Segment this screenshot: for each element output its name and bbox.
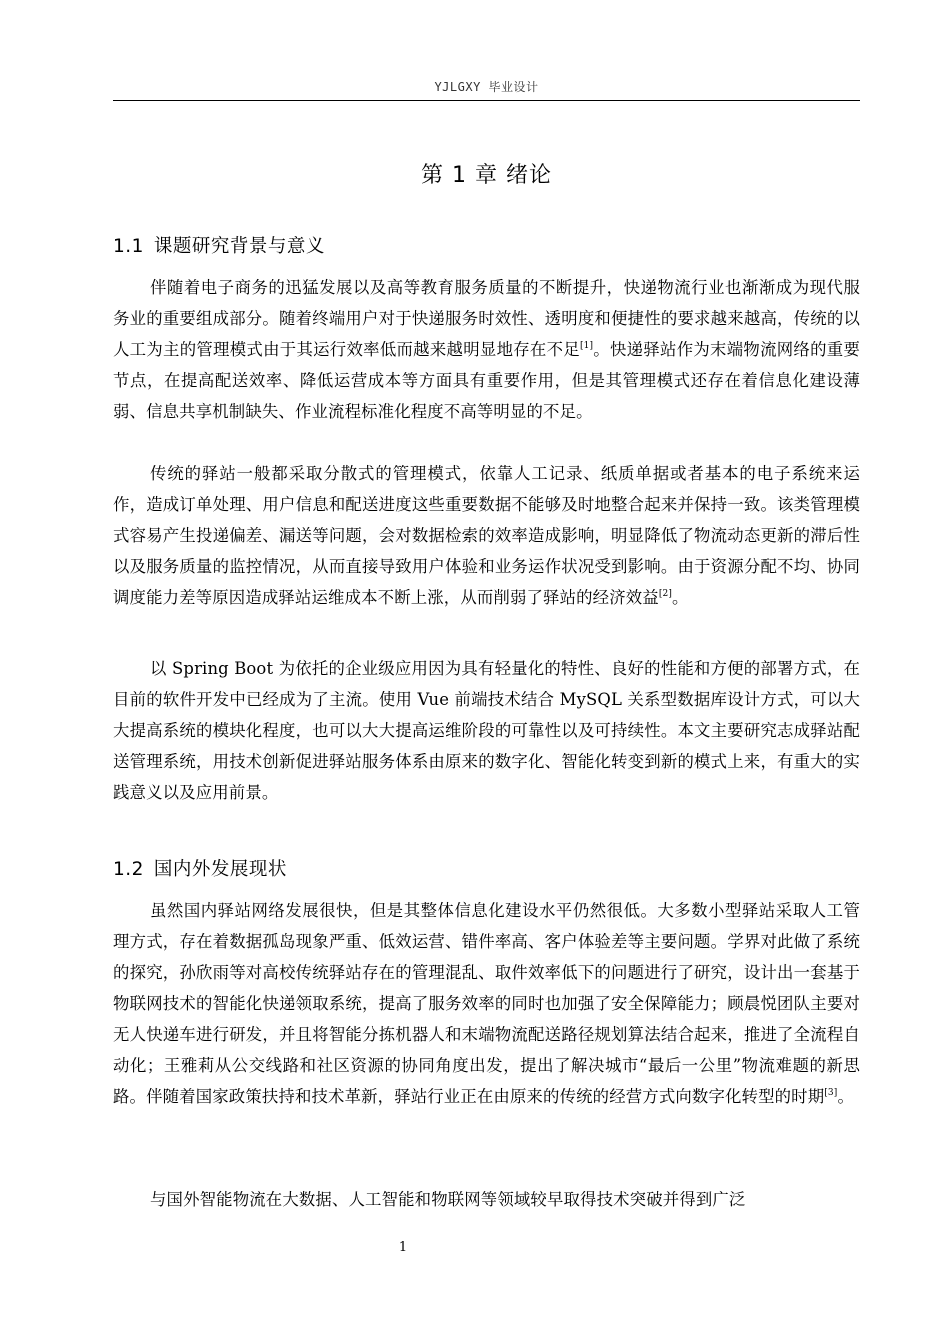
section-title-text: 课题研究背景与意义 (153, 236, 325, 257)
paragraph (113, 653, 860, 808)
paragraph-text: 伴随着电子商务的迅猛发展以及高等教育服务质量的不断提升，快递物流行业也渐渐成为现代服务业的重要组成部分。随着终端用户对于快递服务时效性、透明度和便捷性的要求越来越高，传统的以人工为主的管理模式由于其运行效率低而越来越明显地存在不足 (113, 278, 860, 359)
section-number: 1.1 (113, 236, 144, 257)
paragraph-text: 以 Spring Boot 为依托的企业级应用因为具有轻量化的特性、良好的性能和方便的部署方式，在目前的软件开发中已经成为了主流。使用 Vue 前端技术结合 MySQL 关系型数据库设计方式，可以大大提高系统的模块化程度，也可以大大提高运维阶段的可靠性以及可持续性。本文主要研究志成驿站配送管理系统，用技术创新促进驿站服务体系由原来的数字化、智能化转变到新的模式上来，有重大的实践意义以及应用前景。 (113, 659, 860, 802)
paragraph-text: 虽然国内驿站网络发展很快，但是其整体信息化建设水平仍然很低。大多数小型驿站采取人工管理方式，存在着数据孤岛现象严重、低效运营、错件率高、客户体验差等主要问题。学界对此做了系统的探究，孙欣雨等对高校传统驿站存在的管理混乱、取件效率低下的问题进行了研究，设计出一套基于物联网技术的智能化快递领取系统，提高了服务效率的同时也加强了安全保障能力；顾晨悦团队主要对无人快递车进行研发，并且将智能分拣机器人和末端物流配送路径规划算法结合起来，推进了全流程自动化；王雅莉从公交线路和社区资源的协同角度出发，提出了解决城市“最后一公里”物流难题的新思路。伴随着国家政策扶持和技术革新，驿站行业正在由原来的传统的经营方式向数字化转型的时期 (113, 901, 860, 1106)
paragraph-text: 。快递驿站作为末端物流网络的重要节点，在提高配送效率、降低运营成本等方面具有重要作用，但是其管理模式还存在着信息化建设薄弱、信息共享机制缺失、作业流程标准化程度不高等明显的不足。 (113, 340, 861, 421)
header-rule (113, 100, 860, 101)
chapter-title: 第 1 章 绪论 (421, 163, 552, 188)
section-heading-1-1 (113, 232, 325, 258)
section-title-text: 国内外发展现状 (153, 859, 287, 880)
citation-ref: [2] (658, 589, 673, 599)
paragraph (113, 272, 860, 427)
citation-ref: [3] (824, 1088, 838, 1098)
section-number: 1.2 (113, 859, 144, 880)
paragraph (113, 458, 860, 613)
section-heading-1-2 (113, 855, 287, 881)
page-number: 1 (398, 1240, 408, 1255)
paragraph (113, 895, 860, 1112)
paragraph-text: 与国外智能物流在大数据、人工智能和物联网等领域较早取得技术突破并得到广泛 (150, 1190, 746, 1209)
paragraph-text: 传统的驿站一般都采取分散式的管理模式，依靠人工记录、纸质单据或者基本的电子系统来运作，造成订单处理、用户信息和配送进度这些重要数据不能够及时地整合起来并保持一致。该类管理模式容易产生投递偏差、漏送等问题，会对数据检索的效率造成影响，明显降低了物流动态更新的滞后性以及服务质量的监控情况，从而直接导致用户体验和业务运作状况受到影响。由于资源分配不均、协同调度能力差等原因造成驿站运维成本不断上涨，从而削弱了驿站的经济效益 (113, 464, 860, 607)
running-header: YJLGXY 毕业设计 (434, 80, 539, 94)
citation-ref: [1] (579, 341, 594, 351)
paragraph-text: 。 (672, 588, 689, 607)
paragraph-text: 。 (837, 1087, 854, 1106)
paragraph (113, 1184, 860, 1215)
